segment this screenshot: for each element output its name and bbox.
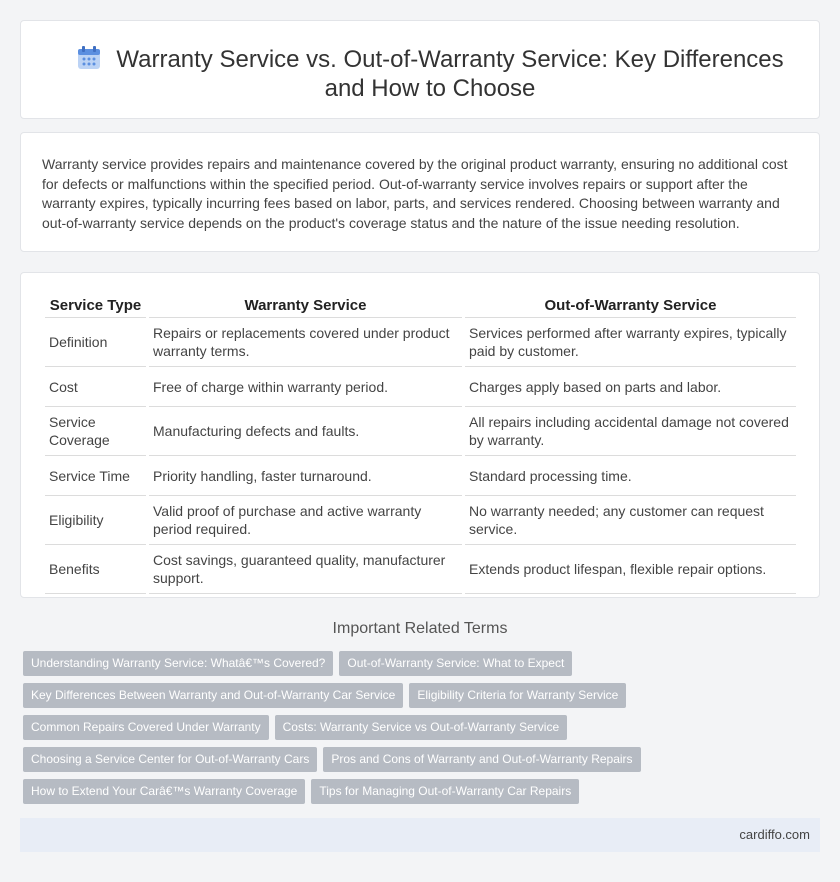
out-of-warranty-cell: Services performed after warranty expires, typically paid by customer.	[465, 318, 796, 367]
tag-row	[23, 715, 823, 747]
row-label: Service Time	[45, 456, 146, 496]
table-row	[45, 318, 796, 367]
related-terms-list	[23, 651, 823, 811]
warranty-cell: Manufacturing defects and faults.	[149, 407, 462, 456]
related-term-tag[interactable]: Pros and Cons of Warranty and Out-of-Warranty Repairs	[323, 747, 640, 772]
warranty-cell: Priority handling, faster turnaround.	[149, 456, 462, 496]
related-term-tag[interactable]: Tips for Managing Out-of-Warranty Car Repairs	[311, 779, 579, 804]
related-term-tag[interactable]: Key Differences Between Warranty and Out-of-Warranty Car Service	[23, 683, 403, 708]
header-service-type: Service Type	[45, 291, 146, 318]
header-warranty-service: Warranty Service	[149, 291, 462, 318]
warranty-cell: Cost savings, guaranteed quality, manufacturer support.	[149, 545, 462, 594]
table-header-row	[45, 291, 796, 318]
related-terms-heading: Important Related Terms	[332, 620, 508, 637]
tag-row	[23, 651, 823, 683]
table-row	[45, 367, 796, 407]
row-label: Definition	[45, 318, 146, 367]
out-of-warranty-cell: No warranty needed; any customer can request service.	[465, 496, 796, 545]
table-row	[45, 456, 796, 496]
row-label: Eligibility	[45, 496, 146, 545]
related-term-tag[interactable]: Eligibility Criteria for Warranty Service	[409, 683, 626, 708]
footer	[20, 818, 820, 852]
warranty-cell: Free of charge within warranty period.	[149, 367, 462, 407]
related-term-tag[interactable]: Understanding Warranty Service: Whatâ€™s Covered?	[23, 651, 333, 676]
related-term-tag[interactable]: Out-of-Warranty Service: What to Expect	[339, 651, 572, 676]
footer-site-name[interactable]: cardiffo.com	[739, 827, 810, 842]
comparison-table	[42, 291, 799, 594]
calendar-icon	[76, 45, 102, 71]
related-term-tag[interactable]: Costs: Warranty Service vs Out-of-Warranty Service	[275, 715, 568, 740]
comparison-card	[20, 272, 820, 598]
tag-row	[23, 747, 823, 779]
warranty-cell: Valid proof of purchase and active warranty period required.	[149, 496, 462, 545]
table-row	[45, 545, 796, 594]
tag-row	[23, 683, 823, 715]
header-out-of-warranty-service: Out-of-Warranty Service	[465, 291, 796, 318]
out-of-warranty-cell: Extends product lifespan, flexible repair options.	[465, 545, 796, 594]
out-of-warranty-cell: All repairs including accidental damage not covered by warranty.	[465, 407, 796, 456]
table-row	[45, 496, 796, 545]
out-of-warranty-cell: Charges apply based on parts and labor.	[465, 367, 796, 407]
warranty-cell: Repairs or replacements covered under product warranty terms.	[149, 318, 462, 367]
intro-card	[20, 132, 820, 252]
table-row	[45, 407, 796, 456]
related-term-tag[interactable]: Common Repairs Covered Under Warranty	[23, 715, 269, 740]
page-title	[61, 45, 799, 103]
row-label: Benefits	[45, 545, 146, 594]
related-term-tag[interactable]: How to Extend Your Carâ€™s Warranty Coverage	[23, 779, 305, 804]
row-label: Cost	[45, 367, 146, 407]
row-label: Service Coverage	[45, 407, 146, 456]
intro-paragraph: Warranty service provides repairs and maintenance covered by the original product warranty, ensuring no additional cost for defects or malfunctions within the specified period. Out-of-warranty service involves repairs or support after the warranty expires, typically incurring fees based on labor, parts, and services rendered. Choosing between warranty and out-of-warranty service depends on the product's coverage status and the nature of the issue needing resolution.	[42, 156, 788, 231]
tag-row	[23, 779, 823, 811]
out-of-warranty-cell: Standard processing time.	[465, 456, 796, 496]
page-title-text: Warranty Service vs. Out-of-Warranty Service: Key Differences and How to Choose	[116, 46, 784, 102]
title-card	[20, 20, 820, 119]
related-term-tag[interactable]: Choosing a Service Center for Out-of-Warranty Cars	[23, 747, 317, 772]
